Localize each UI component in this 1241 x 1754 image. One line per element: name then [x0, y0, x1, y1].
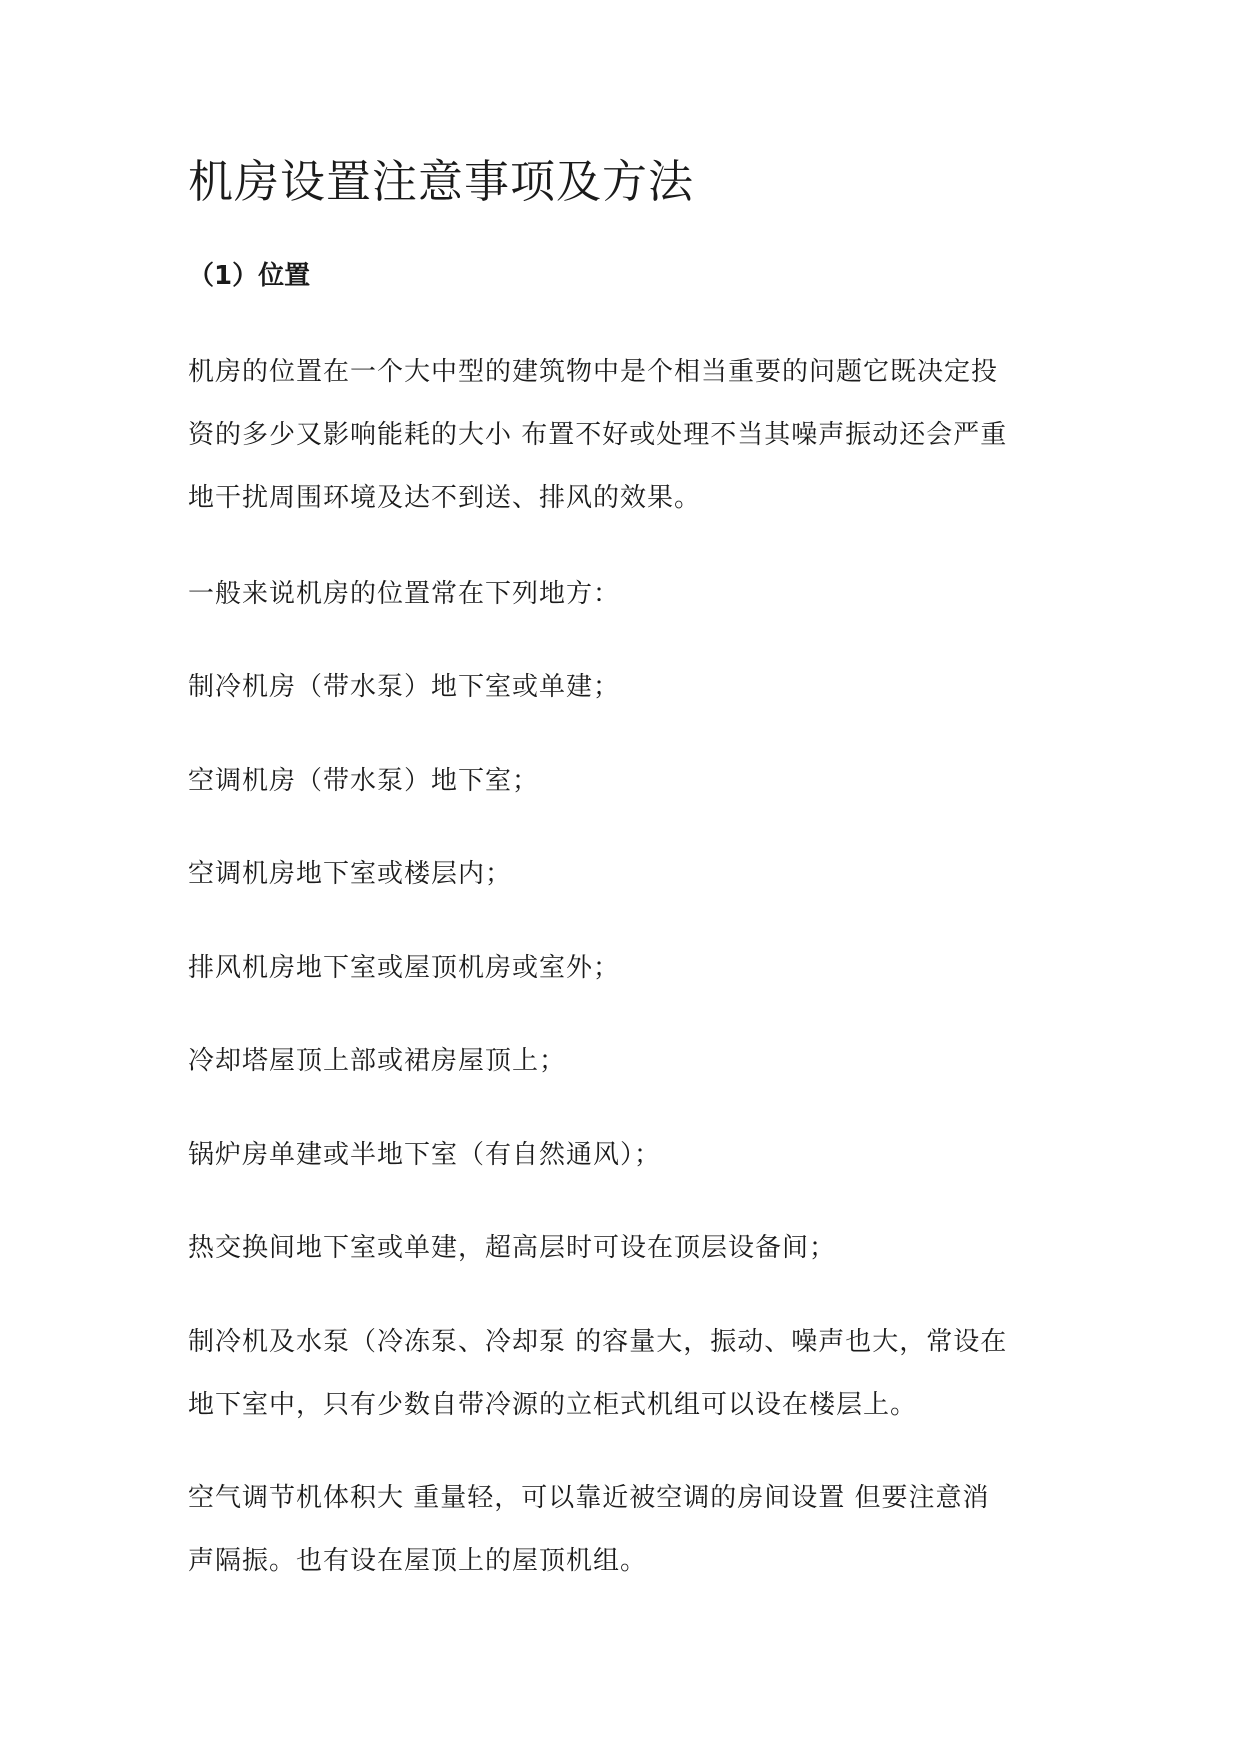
intro-line-1: 机房的位置在一个大中型的建筑物中是个相当重要的问题它既决定投 — [188, 357, 999, 387]
location-item: 热交换间地下室或单建，超高层时可设在顶层设备间； — [188, 1233, 837, 1263]
location-item: 锅炉房单建或半地下室（有自然通风）； — [188, 1140, 662, 1170]
location-item: 空调机房（带水泵）地下室； — [188, 766, 540, 796]
note2-line-1: 空气调节机体积大 重量轻，可以靠近被空调的房间设置 但要注意消 — [188, 1483, 990, 1513]
note1-line-1: 制冷机及水泵（冷冻泵、冷却泵 的容量大，振动、噪声也大，常设在 — [188, 1327, 1008, 1357]
note1-line-2: 地下室中，只有少数自带冷源的立柜式机组可以设在楼层上。 — [188, 1390, 918, 1420]
section-heading: （1）位置 — [188, 261, 311, 291]
location-item: 空调机房地下室或楼层内； — [188, 859, 513, 889]
note2-line-2: 声隔振。也有设在屋顶上的屋顶机组。 — [188, 1546, 648, 1576]
location-item: 冷却塔屋顶上部或裙房屋顶上； — [188, 1046, 567, 1076]
intro-line-3: 地干扰周围环境及达不到送、排风的效果。 — [188, 483, 702, 513]
document-title: 机房设置注意事项及方法 — [188, 155, 695, 208]
location-item: 排风机房地下室或屋顶机房或室外； — [188, 953, 621, 983]
list-intro: 一般来说机房的位置常在下列地方： — [188, 579, 621, 609]
location-item: 制冷机房（带水泵）地下室或单建； — [188, 672, 621, 702]
intro-line-2: 资的多少又影响能耗的大小 布置不好或处理不当其噪声振动还会严重 — [188, 420, 1008, 450]
